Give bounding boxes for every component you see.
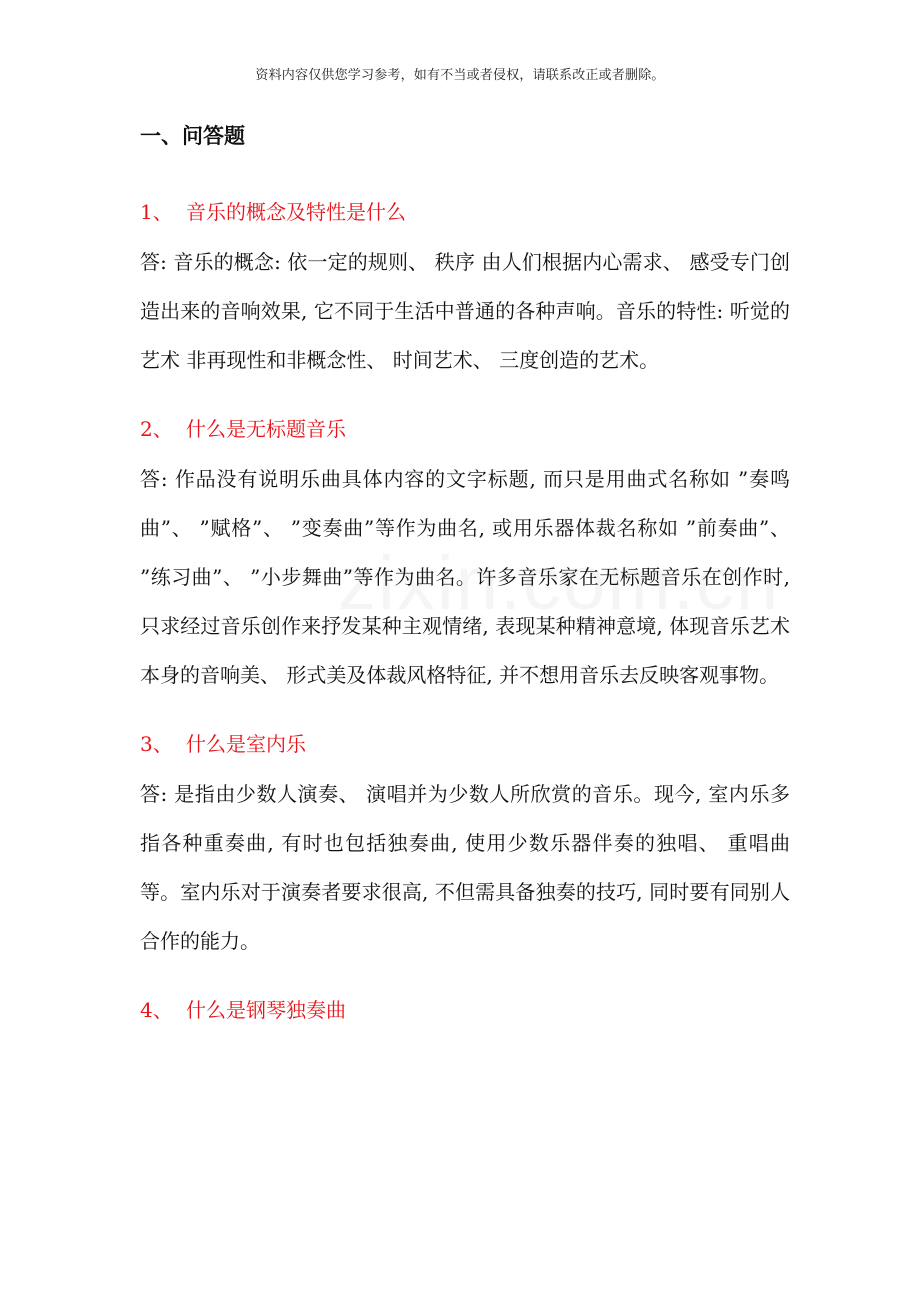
question-heading [140,992,790,1028]
qa-item-1 [140,194,790,385]
question-number: 2、 [140,417,173,441]
question-heading [140,194,790,230]
qa-item-3 [140,726,790,966]
header-disclaimer: 资料内容仅供您学习参考，如有不当或者侵权，请联系改正或者删除。 [255,68,665,83]
question-number: 3、 [140,732,173,756]
answer-text: 答: 音乐的概念: 依一定的规则、 秩序 由人们根据内心需求、 感受专门创造出来的音响效果, 它不同于生活中普通的各种声响。音乐的特性: 听觉的艺术 非再现性和非概念性、 时间艺术、 三度创造的艺术。 [140,250,790,372]
question-text: 音乐的概念及特性是什么 [186,200,406,224]
question-number: 1、 [140,200,173,224]
question-heading [140,411,790,447]
answer-text: 答: 作品没有说明乐曲具体内容的文字标题, 而只是用曲式名称如 ”奏鸣曲”、 ”赋格”、 ”变奏曲”等作为曲名, 或用乐器体裁名称如 ”前奏曲”、 ”练习曲”、 ”小步舞曲”等作为曲名。许多音乐家在无标题音乐在创作时, 只求经过音乐创作来抒发某种主观情绪, 表现某种精神意境, 体现音乐艺术本身的音响美、 形式美及体裁风格特征, 并不想用音乐去反映客观事物。 [140,467,790,687]
question-text: 什么是室内乐 [186,732,306,756]
question-text: 什么是钢琴独奏曲 [186,998,346,1022]
qa-item-4 [140,992,790,1028]
question-heading [140,726,790,762]
answer-text: 答: 是指由少数人演奏、 演唱并为少数人所欣赏的音乐。现今, 室内乐多指各种重奏曲, 有时也包括独奏曲, 使用少数乐器伴奏的独唱、 重唱曲等。室内乐对于演奏者要求很高, 不但需具备独奏的技巧, 同时要有同别人合作的能力。 [140,782,790,953]
section-title: 一、问答题 [140,124,245,148]
document-body [140,118,790,1054]
question-text: 什么是无标题音乐 [186,417,346,441]
qa-item-2 [140,411,790,700]
question-number: 4、 [140,998,173,1022]
